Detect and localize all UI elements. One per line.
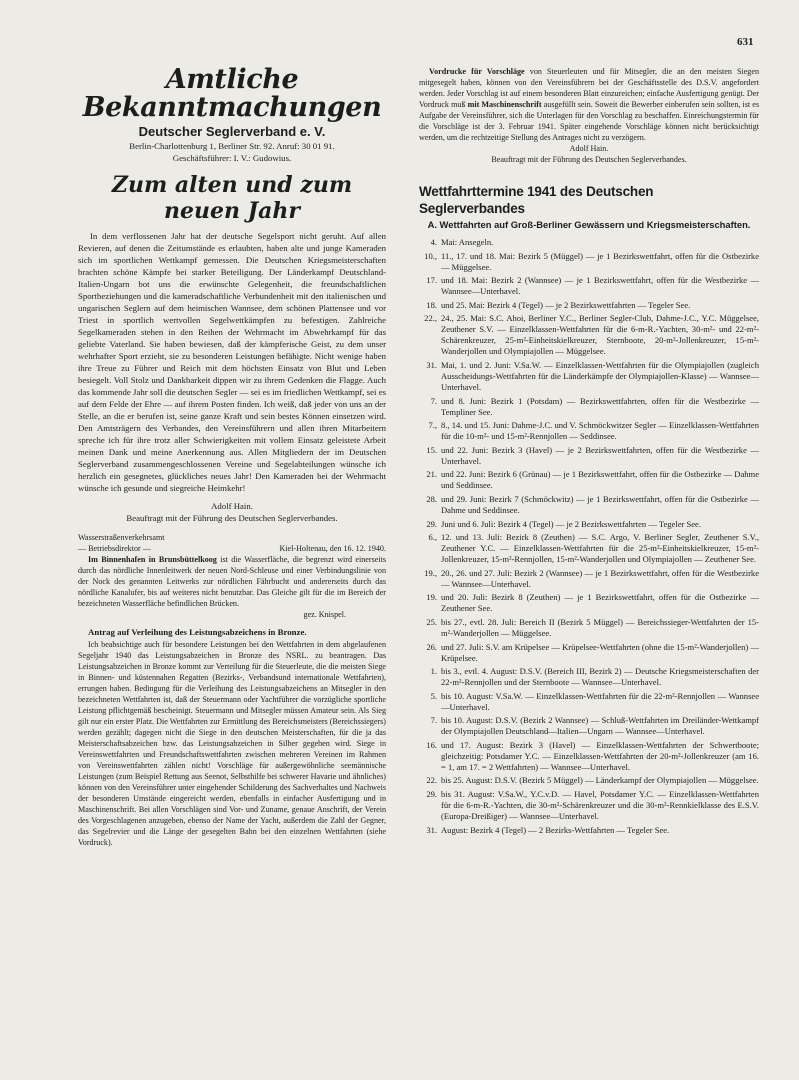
entry-date: 15.	[426, 444, 437, 455]
entry-text: 20., 26. und 27. Juli: Bezirk 2 (Wannsee) — je 1 Bezirkswettfahrt, offen für die Westbezirke — Wannsee—Unterhavel.	[441, 567, 759, 589]
entry-text: und 22. Juni: Bezirk 3 (Havel) — je 2 Bezirkswettfahrten, offen für die Westbezirke — Unterhavel.	[441, 444, 759, 466]
entry-date: 6.,	[428, 532, 437, 543]
list-item	[419, 691, 759, 713]
list-item	[419, 642, 759, 664]
entry-text: Mai: Ansegeln.	[441, 237, 494, 247]
entry-date: 29.	[426, 789, 437, 800]
list-item	[419, 789, 759, 822]
entry-text: und 25. Mai: Bezirk 4 (Tegel) — je 2 Bezirkswettfahrten — Tegeler See.	[441, 299, 691, 310]
wsa-notice-lead: Im Binnenhafen in Brunsbüttelkoog	[88, 555, 217, 564]
entry-text: bis 27., evtl. 28. Juli: Bereich II (Bezirk 5 Müggel) — Bereichssieger-Wettfahrten der 15-m²-Wanderjollen — Müggelsee.	[441, 616, 759, 638]
organization-name: Deutscher Seglerverband e. V.	[138, 124, 326, 139]
list-item	[419, 825, 759, 836]
entry-date: 31.	[426, 359, 437, 370]
forms-lead: Vordrucke für Vorschläge	[429, 67, 525, 76]
entry-date: 7.,	[428, 420, 437, 431]
forms-bold-2: mit Maschinenschrift	[467, 100, 542, 109]
regatta-heading: Wettfahrttermine 1941 des Deutschen Seglerverbandes	[419, 184, 654, 216]
list-item	[419, 617, 759, 639]
entry-text: und 22. Juni: Bezirk 6 (Grünau) — je 1 Bezirkswettfahrt, offen für die Ostbezirke — Dahme und Seddinsee.	[441, 469, 759, 491]
forms-body-1: von Steuerleuten und für Mitsegler, die an den meisten Siegen mitgesegelt haben, können von den Vereinsführern bei der Geschäftsstelle des D.S.V. angefordert werden. Jeder Vorschlag ist auf einem besonderen Blatt einzureichen; einfache Ausfertigung genügt. Der Vordruck muß	[419, 67, 759, 109]
right-signature-name: Adolf Hain.	[569, 144, 609, 153]
list-item	[419, 420, 759, 442]
list-item	[419, 300, 759, 311]
wsa-header-line	[78, 543, 386, 554]
list-item	[419, 666, 759, 688]
entry-text: 8., 14. und 15. Juni: Dahme-J.C. und V. Schmöckwitzer Segler — Einzelklassen-Wettfahrten für die 10-m²- und 15-m²-Rennjollen — Seddinsee.	[441, 420, 759, 442]
wsa-office: Wasserstraßenverkehrsamt	[78, 533, 165, 542]
page-number: 631	[737, 36, 754, 48]
wsa-director: — Betriebsdirektor —	[78, 544, 151, 553]
wsa-signature: gez. Knispel.	[303, 610, 346, 619]
entry-date: 29.	[426, 518, 437, 529]
signature-name: Adolf Hain.	[211, 501, 253, 511]
entry-text: und 29. Juni: Bezirk 7 (Schmöckwitz) — je 1 Bezirkswettfahrt, offen für die Ostbezirke — Dahme und Seddinsee.	[441, 493, 759, 515]
organization-address: Berlin-Charlottenburg 1, Berliner Str. 92. Anruf: 30 01 91.	[129, 141, 335, 151]
entry-text: und 20. Juli: Bezirk 8 (Zeuthen) — je 1 Bezirkswettfahrt, offen für die Ostbezirke — Zeuthener See.	[441, 592, 759, 614]
entry-text: und 17. August: Bezirk 3 (Havel) — Einzelklassen-Wettfahrten der Schwertboote; gleichzeitig: Potsdamer Y.C. — Einzelklassen-Wettfahrten der 20-m²-Jollenkreuzer (am 16. = 1, am 17. = 2 Wettfahrten) — Wannsee—Unterhavel.	[441, 739, 759, 772]
entry-date: 4.	[430, 237, 437, 247]
forms-notice	[419, 66, 759, 143]
list-item	[419, 445, 759, 467]
entry-date: 31.	[426, 824, 437, 835]
entry-text: 12. und 13. Juli: Bezirk 8 (Zeuthen) — S.C. Argo, V. Berliner Segler, Zeuthener S.V., Zeuthener Y.C. — Einzelklassen-Wettfahrten für die 25-m²-Einheitskielkreuzer, 15-m²-Jollenkreuzer, 15-m²-Rennjollen, 15-m²-Wanderjollen und Olympiajollen — Zeuthener See.	[441, 532, 759, 565]
entry-text: Mai, 1. und 2. Juni: V.Sa.W. — Einzelklassen-Wettfahrten für die Olympiajollen (zugleich Ausscheidungs-Wettfahrten für die Länderkämpfe der Olympiajollen-Klasse) — Wannsee—Unterhavel.	[441, 359, 759, 392]
left-column	[78, 66, 386, 848]
list-item	[419, 775, 759, 786]
entry-date: 7.	[430, 395, 437, 406]
entry-text: Juni und 6. Juli: Bezirk 4 (Tegel) — je 2 Bezirkswettfahrten — Tegeler See.	[441, 518, 701, 529]
list-item	[419, 568, 759, 590]
entry-date: 22.	[426, 775, 437, 786]
list-item	[419, 360, 759, 393]
new-year-heading: Zum alten und zum neuen Jahr	[111, 172, 353, 224]
new-year-message: In dem verflossenen Jahr hat der deutsche Segelsport nicht geruht. Auf allen Revieren, auf denen die Zeitumstände es erlaubten, haben alte und junge Kameraden sich im sportlichen Wettkampf gemessen. Die Deutschen Kriegsmeisterschaften brachten schöne Kämpfe bei starker Beteiligung. Der Länderkampf Deutschland-Italien-Ungarn bot uns die erwünschte Gelegenheit, die freundschaftlichen Sportbeziehungen und die kameradschaftliche Verbundenheit mit den italienischen und ungarischen Seglern auf dem heimischen Wannsee, dem schönen Plattensee und vor Triest in sportlich wertvollen Segelwettkämpfen zu befestigen. Zahlreiche Segelkameraden stehen in den Reihen der Wehrmacht im Abwehrkampf für das geliebte Vaterland. Sie haben bewiesen, daß der kämpferische Geist, zu dem unser wehrhafter Sport erzieht, sie zu besonderen Leistungen befähigte. Nicht wenige haben ihre Treue zu Führer und Reich mit dem höchsten Einsatz von Blut und Leben besiegelt. Voll Stolz und Dankbarkeit dippen wir zu ihrem Gedenken die Flagge. Auch das kommende Jahr soll die deutschen Segler — sei es im friedlichen Wettkampf, sei es auf dem Felde der Ehre — auf ihrem Posten finden. Ich weiß, daß jeder von uns an der Stelle, an die er berufen ist, seine ganze Kraft und sein bestes Können einsetzen wird. Den Amtsträgern des Verbandes, den Vereinsführern und allen ihren Mitarbeitern spreche ich für ihre trotz aller Schwierigkeiten mit vollem Einsatz geleistete Arbeit meinen Dank und meine Anerkennung aus. Allen Mitgliedern der im Deutschen Seglerverband zusammengeschlossenen Vereine und Segelabteilungen wünsche ich herzlich ein gesegnetes, glückliches neues Jahr! Den Kameraden bei der Wehrmacht wünsche ich gesunde und siegreiche Heimkehr!	[78, 231, 386, 493]
entry-text: bis 31. August: V.Sa.W., Y.C.v.D. — Havel, Potsdamer Y.C. — Einzelklassen-Wettfahrten für die 6-m-R.-Yachten, die 30-m²-Schärenkreuzer und die 30-m²-Rennkielklasse des E.S.V. (Europa-Dreißiger) — Wannsee—Unterhavel.	[441, 789, 759, 822]
list-item	[419, 251, 759, 273]
forms-body-2: ausgefüllt sein. Soweit die Bewerber einberufen sein sollten, ist es Aufgabe der Vereinsführer, sich die Unterlagen für den Vorschlag zu beschaffen. Einreichungstermin für die Vorschläge ist der 3. Februar 1941. Später eingehende Vorschläge können nicht berücksichtigt werden, um die rechtzeitige Stellung des Antrages nicht zu verzögern.	[419, 100, 760, 142]
entry-text: und 18. Mai: Bezirk 2 (Wannsee) — je 1 Bezirkswettfahrt, offen für die Westbezirke — Wannsee—Unterhavel.	[441, 275, 759, 297]
list-item	[419, 469, 759, 491]
entry-date: 28.	[426, 493, 437, 504]
entry-date: 19.,	[424, 567, 437, 578]
entry-date: 18.	[426, 299, 437, 310]
wsa-place-date: Kiel-Holtenau, den 16. 12. 1940.	[279, 544, 386, 553]
entry-date: 1.	[430, 666, 437, 677]
entry-text: und 27. Juli: S.V. am Krüpelsee — Krüpelsee-Wettfahrten (ohne die 15-m²-Wanderjollen) — Krüpelsee.	[441, 641, 759, 663]
entry-date: 7.	[430, 715, 437, 726]
list-item	[419, 396, 759, 418]
list-item	[419, 519, 759, 530]
list-item	[419, 313, 759, 357]
entry-date: 5.	[430, 690, 437, 701]
list-item	[419, 532, 759, 565]
right-column	[419, 66, 759, 838]
entry-date: 16.	[426, 739, 437, 750]
entry-date: 19.	[426, 592, 437, 603]
right-signature-role: Beauftragt mit der Führung des Deutschen Seglerverbandes.	[491, 155, 687, 164]
organization-manager: Geschäftsführer: I. V.: Gudowius.	[172, 153, 292, 163]
list-item	[419, 494, 759, 516]
list-item	[419, 740, 759, 773]
list-item	[419, 237, 759, 248]
regatta-list	[419, 237, 759, 836]
award-text: Ich beabsichtige auch für besondere Leistungen bei den Wettfahrten in dem abgelaufenen Segeljahr 1940 das Leistungsabzeichen in Bronze des NSRL. zu beantragen. Das Leistungsabzeichen in Bronze kommt zur Verteilung für die Steuerleute, die die meisten Siege in Binnen- und küstennahen Regatten (Bezirks-, Verbandsund internationale Wettfahrten), errungen haben. Bedingung für die Verleihung des Leistungsabzeichens an Mitsegler in den bezeichneten Wettfahrten ist, daß der Steuermann oder Yachtführer die vorzügliche sportliche Leistung pflichtgemäß bescheinigt. Steuermann und Mitsegler müssen Amateur sein. Als Sieg gilt nur ein erster Platz. Die Wettfahrten zur Ermittlung des Bereichsmeisters (Bereichssiegers) werden gezählt; dagegen nicht die Siege in den deutschen Meisterschaften, für die ja das Meisterschaftsabzeichen bzw. das Leistungsabzeichen in Silber gegeben wird. Siege in Vereinswettfahrten und Freundschaftswettfahrten zwischen mehreren Vereinen im Rahmen von Vereinswettfahrten zählen nicht! Vorschläge für außergewöhnliche seemännische Leistungen (zum Beispiel Rettung aus Seenot, Selbsthilfe bei schwerer Havarie und ähnliches) können von den Vereinsführer unter eingehender Schilderung des Sachverhaltes und Nachweis der besonderen Umstände eingereicht werden, ebenfalls in einfacher Ausfertigung und in Maschinenschrift. Bei allen Vorschlägen sind Vor- und Zuname, genaue Anschrift, der Verein des Vorgeschlagenen anzugeben, ebenso der Name der Yacht, außerdem die Zahl der Gegner, das Segelrevier und die Länge der gesegelten Bahn bei den einzelnen Wettfahrten (siehe Vordruck).	[78, 640, 386, 847]
wsa-notice	[78, 554, 386, 609]
entry-date: 17.	[426, 275, 437, 286]
entry-text: bis 10. August: D.S.V. (Bezirk 2 Wannsee) — Schluß-Wettfahrten im Dreiländer-Wettkampf der Olympiajollen Deutschland—Italien—Ungarn — Wannsee—Unterhavel.	[441, 715, 759, 737]
entry-text: 11., 17. und 18. Mai: Bezirk 5 (Müggel) — je 1 Bezirkswettfahrt, offen für die Ostbezirke — Müggelsee.	[441, 250, 759, 272]
entry-date: 21.	[426, 469, 437, 480]
award-heading: Antrag auf Verleihung des Leistungsabzeichens in Bronze.	[88, 627, 307, 637]
list-item	[419, 715, 759, 737]
entry-text: August: Bezirk 4 (Tegel) — 2 Bezirks-Wettfahrten — Tegeler See.	[441, 824, 670, 835]
list-item	[419, 592, 759, 614]
entry-text: bis 25. August: D.S.V. (Bezirk 5 Müggel) — Länderkampf der Olympiajollen — Müggelsee.	[441, 775, 759, 786]
list-item	[419, 275, 759, 297]
entry-text: bis 10. August: V.Sa.W. — Einzelklassen-Wettfahrten für die 22-m²-Rennjollen — Wannsee—Unterhavel.	[441, 690, 759, 712]
entry-date: 10.,	[424, 250, 437, 261]
entry-text: und 8. Juni: Bezirk 1 (Potsdam) — Bezirkswettfahrten, offen für die Westbezirke — Templiner See.	[441, 395, 759, 417]
entry-date: 22.,	[424, 313, 437, 324]
section-title: Amtliche Bekanntmachungen	[82, 64, 382, 123]
entry-date: 25.	[426, 616, 437, 627]
regatta-subheading: A. Wettfahrten auf Groß-Berliner Gewässern und Kriegsmeisterschaften.	[427, 219, 751, 230]
signature-role: Beauftragt mit der Führung des Deutschen Seglerverbandes.	[126, 513, 338, 523]
entry-date: 26.	[426, 641, 437, 652]
entry-text: bis 3., evtl. 4. August: D.S.V. (Bereich III, Bezirk 2) — Deutsche Kriegsmeisterschaften der 22-m²-Rennjollen und der Sternboote — Wannsee—Unterhavel.	[441, 666, 759, 688]
entry-text: 24., 25. Mai: S.C. Ahoi, Berliner Y.C., Berliner Segler-Club, Dahme-J.C., Y.C. Müggelsee, Zeuthener S.V. — Einzelklassen-Wettfahrten für die 6-m-R.-Yachten, 30-m²- und 22-m²-Schärenkreuzer, 25-m²-Einheitskielkreuzer, Sternboote, 20-m²-Jollenkreuzer, 15-m²-Wanderjollen und Olympiajollen — Müggelsee.	[441, 313, 759, 357]
wsa-notice-body: ist die Wasserfläche, die begrenzt wird einerseits durch das nördliche Innenleitwerk der neuen Nord-Schleuse und einer Verbindungslinie von der Nock des genannten Leitwerks zur nördlichen Fährbucht und andererseits durch das nördliche Kanalufer, bis auf weiteres nicht benutzbar. Das Gleiche gilt für die im Bereich der bezeichneten Wasserfläche befindlichen Brücken.	[78, 555, 386, 608]
